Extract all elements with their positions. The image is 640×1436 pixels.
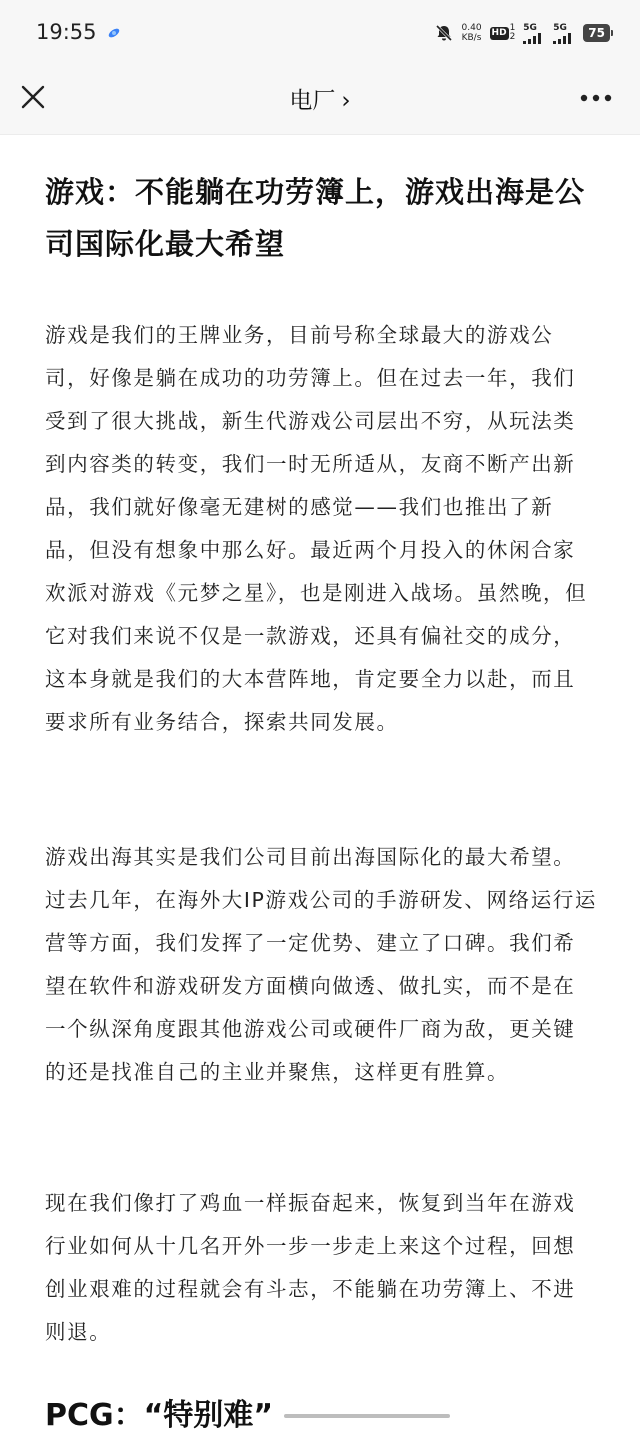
app-notification-icon bbox=[107, 26, 121, 40]
sim1-label: 5G bbox=[523, 22, 537, 33]
hd-sub-top: 1 bbox=[509, 23, 516, 33]
nav-bar bbox=[0, 66, 640, 135]
article-body bbox=[45, 166, 598, 1433]
account-title-link[interactable] bbox=[0, 82, 640, 115]
signal-icon bbox=[523, 33, 545, 44]
signal-icon bbox=[553, 33, 575, 44]
sim2-label: 5G bbox=[553, 22, 567, 33]
paragraph-3: 现在我们像打了鸡血一样振奋起来，恢复到当年在游戏行业如何从十几名开外一步一步走上来这个过程，回想创业艰难的过程就会有斗志，不能躺在功劳簿上、不进则退。 bbox=[45, 1191, 576, 1344]
account-name: 电厂 bbox=[289, 88, 336, 114]
paragraph-2: 游戏出海其实是我们公司目前出海国际化的最大希望。过去几年，在海外大IP游戏公司的手游研发、网络运行运营等方面，我们发挥了一定优势、建立了口碑。我们希望在软件和游戏研发方面横向做透、做扎实，而不是在一个纵深角度跟其他游戏公司或硬件厂商为敌，更关键的还是找准自己的主业并聚焦，这样更有胜算。 bbox=[45, 845, 598, 1084]
more-icon[interactable] bbox=[580, 94, 612, 102]
scroll-indicator bbox=[284, 1414, 450, 1418]
sim1-signal bbox=[523, 23, 545, 44]
hd-label: HD bbox=[491, 27, 507, 38]
article-headline: 游戏：不能躺在功劳簿上，游戏出海是公司国际化最大希望 bbox=[45, 175, 586, 261]
net-speed-unit: KB/s bbox=[461, 33, 482, 43]
paragraph-1: 游戏是我们的王牌业务，目前号称全球最大的游戏公司，好像是躺在成功的功劳簿上。但在过去一年，我们受到了很大挑战，新生代游戏公司层出不穷，从玩法类到内容类的转变，我们一时无所适从，友商不断产出新品，我们就好像毫无建树的感觉——我们也推出了新品，但没有想象中那么好。最近两个月投入的休闲合家欢派对游戏《元梦之星》，也是刚进入战场。虽然晚，但它对我们来说不仅是一款游戏，还具有偏社交的成分，这本身就是我们的大本营阵地，肯定要全力以赴，而且要求所有业务结合，探索共同发展。 bbox=[45, 323, 588, 734]
mute-bell-icon bbox=[434, 23, 454, 43]
hd-sub-bottom: 2 bbox=[509, 32, 516, 42]
hd-badge bbox=[490, 24, 516, 42]
net-speed-value: 0.40 bbox=[461, 23, 482, 33]
section-heading: PCG：“特别难” bbox=[45, 1398, 274, 1433]
status-indicators bbox=[434, 18, 611, 48]
sim2-signal bbox=[553, 23, 575, 44]
status-time: 19:55 bbox=[36, 20, 97, 44]
status-bar bbox=[0, 0, 640, 66]
battery-icon: 75 bbox=[583, 24, 610, 42]
chevron-right-icon: › bbox=[341, 88, 351, 114]
net-speed bbox=[462, 23, 482, 43]
